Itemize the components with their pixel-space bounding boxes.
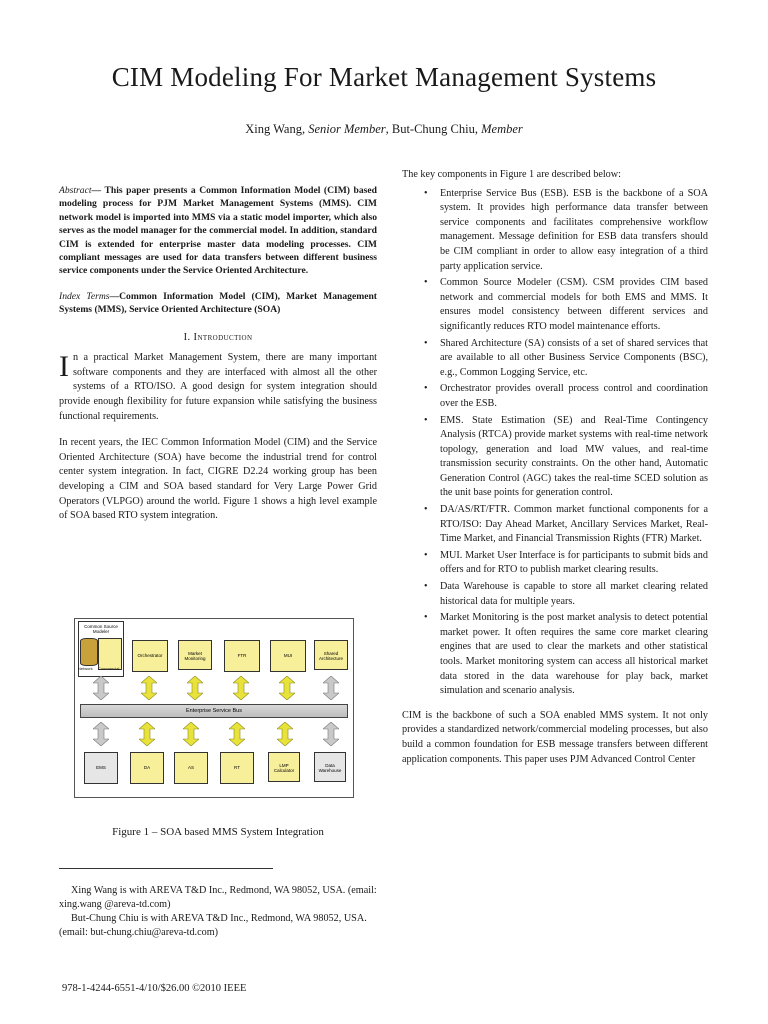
- arrow-esb-warehouse: [323, 722, 339, 746]
- figure-caption: Figure 1 – SOA based MMS System Integration: [112, 826, 324, 838]
- footnote-1: Xing Wang is with AREVA T&D Inc., Redmond, WA 98052, USA. (email: xing.wang @areva-td.com): [59, 885, 377, 910]
- author-line: [0, 122, 768, 137]
- csm-database-icon: [80, 638, 98, 666]
- arrow-esb-da: [139, 722, 155, 746]
- footnotes: [59, 884, 377, 940]
- box-rt: RT: [220, 752, 254, 784]
- box-mui: MUI: [270, 640, 306, 672]
- list-item: • EMS. State Estimation (SE) and Real-Time Contingency Analysis (RTCA) provide market systems with real-time network topology, generation and load MW values, and real-time transmission security constraints. On the other hand, Automatic Generation Control (AGC) takes the real-time SCED solution as the unit base points for generation control.: [402, 414, 708, 502]
- csm-network-label: Network: [78, 666, 93, 671]
- arrow-csm-esb: [93, 676, 109, 700]
- intro-paragraph-1-text: n a practical Market Management System, there are many important software components and they are interfaced with almost all the other systems of a RTO/ISO. A good design for system integration should provide enough flexibility for future expansion while satisfying the business functional requirements.: [59, 352, 377, 422]
- arrow-ftr-esb: [233, 676, 249, 700]
- index-terms: [59, 290, 377, 317]
- list-item: • Common Source Modeler (CSM). CSM provides CIM based network and commercial models for both EMS and MMS. It ensures model consistency between different services and significantly reduces RTO model maintenance efforts.: [402, 276, 708, 334]
- arrow-monitoring-esb: [187, 676, 203, 700]
- enterprise-service-bus: Enterprise Service Bus: [80, 704, 348, 718]
- intro-paragraph-1: [59, 351, 377, 424]
- right-outro: CIM is the backbone of such a SOA enabled MMS system. It not only provides a standardized network/commercial modeling processes, but also build a common foundation for ESB message transfers between different application components. This paper uses PJM Advanced Control Center: [402, 709, 708, 765]
- arrow-esb-rt: [229, 722, 245, 746]
- paper-title: CIM Modeling For Market Management Systems: [111, 62, 657, 92]
- right-intro: The key components in Figure 1 are described below:: [402, 169, 621, 180]
- section-title: Introduction: [193, 331, 253, 343]
- box-da: DA: [130, 752, 164, 784]
- arrow-orchestrator-esb: [141, 676, 157, 700]
- list-item: • Data Warehouse is capable to store all market clearing related historical data for multiple years.: [402, 580, 708, 609]
- figure-1-diagram: [74, 618, 352, 796]
- list-item: • Market Monitoring is the post market analysis to detect potential market power. It often requires the same core market clearing engines that are used to clear the markets and other statistical tools. Market monitoring system can access all historical market data stored in the data warehouse for play back, market simulation and scenario analysis.: [402, 611, 708, 699]
- csm-commercial-label: Commercial: [98, 666, 120, 671]
- list-item: • Orchestrator provides overall process control and coordination over the ESB.: [402, 382, 708, 411]
- drop-cap: I: [59, 350, 69, 384]
- author-2-role: Member: [481, 122, 523, 136]
- arrow-esb-ems: [93, 722, 109, 746]
- box-market-monitoring: Market Monitoring: [178, 640, 212, 670]
- footnote-rule: [59, 868, 273, 869]
- section-number: I.: [183, 331, 194, 343]
- box-shared-architecture: Shared Architecture: [314, 640, 348, 670]
- section-heading-introduction: [59, 331, 377, 346]
- box-as: AS: [174, 752, 208, 784]
- arrow-esb-lmp: [277, 722, 293, 746]
- intro-paragraph-2: In recent years, the IEC Common Information Model (CIM) and the Service Oriented Architecture (SOA) have become the industrial trend for control center system integration. In fact, CIGRE D2.24 working group has been developing a CIM and SOA based standard for Very Large Power Grid Operators (VLPGO) around the world. Figure 1 shows a high level example of SOA based RTO system integration.: [59, 437, 377, 522]
- arrow-shared-esb: [323, 676, 339, 700]
- index-terms-text: —Common Information Model (CIM), Market Management Systems (MMS), Service Oriented Architecture (SOA): [59, 290, 377, 316]
- right-column: [402, 168, 708, 767]
- box-ftr: FTR: [224, 640, 260, 672]
- left-column: [59, 184, 377, 536]
- abstract-label: Abstract: [59, 185, 92, 196]
- box-lmp-calculator: LMP Calculator: [268, 752, 300, 782]
- list-item: • DA/AS/RT/FTR. Common market functional components for a RTO/ISO: Day Ahead Market, Ancillary Services Market, Real-Time Market, and Financial Transmission Rights (FTR) Market.: [402, 503, 708, 547]
- list-item: • Enterprise Service Bus (ESB). ESB is the backbone of a SOA system. It provides high performance data transfer between service components and facilitates comprehensive workflow management. Message definition for ESB data transfers should be CIM compliant in order to allow easy integration of a third party application service.: [402, 187, 708, 275]
- list-item: • Shared Architecture (SA) consists of a set of shared services that are available to all other Business Service Components (BSC), e.g., Common Logging Service, etc.: [402, 337, 708, 381]
- list-item: • MUI. Market User Interface is for participants to submit bids and offers and for RTO to publish market clearing results.: [402, 549, 708, 578]
- index-terms-label: Index Terms: [59, 290, 110, 302]
- copyright-line: 978-1-4244-6551-4/10/$26.00 ©2010 IEEE: [62, 983, 247, 994]
- csm-label: Common Source Modeler: [84, 624, 118, 634]
- abstract-dash: —: [91, 185, 105, 196]
- author-2-name: , But-Chung Chiu,: [385, 122, 482, 136]
- box-ems: EMS: [84, 752, 118, 784]
- abstract-text: This paper presents a Common Information Model (CIM) based modeling process for PJM Market Management Systems (MMS). CIM network model is imported into MMS via a static model importer, which also serves as the model manager for the commercial model. In addition, standard CIM is extended for enterprise master data modeling processes. CIM compliant messages are used for data transfers between different business service components under the Service Oriented Architecture.: [59, 185, 377, 277]
- box-orchestrator: Orchestrator: [132, 640, 168, 672]
- box-data-warehouse: Data Warehouse: [314, 752, 346, 782]
- arrow-esb-as: [183, 722, 199, 746]
- abstract: [59, 184, 377, 278]
- arrow-mui-esb: [279, 676, 295, 700]
- footnote-2: But-Chung Chiu is with AREVA T&D Inc., Redmond, WA 98052, USA. (email: but-chung.chiu@areva-td.com): [59, 913, 367, 938]
- author-1-role: Senior Member: [308, 122, 386, 136]
- component-list: [402, 187, 708, 699]
- author-1-name: Xing Wang,: [245, 122, 309, 136]
